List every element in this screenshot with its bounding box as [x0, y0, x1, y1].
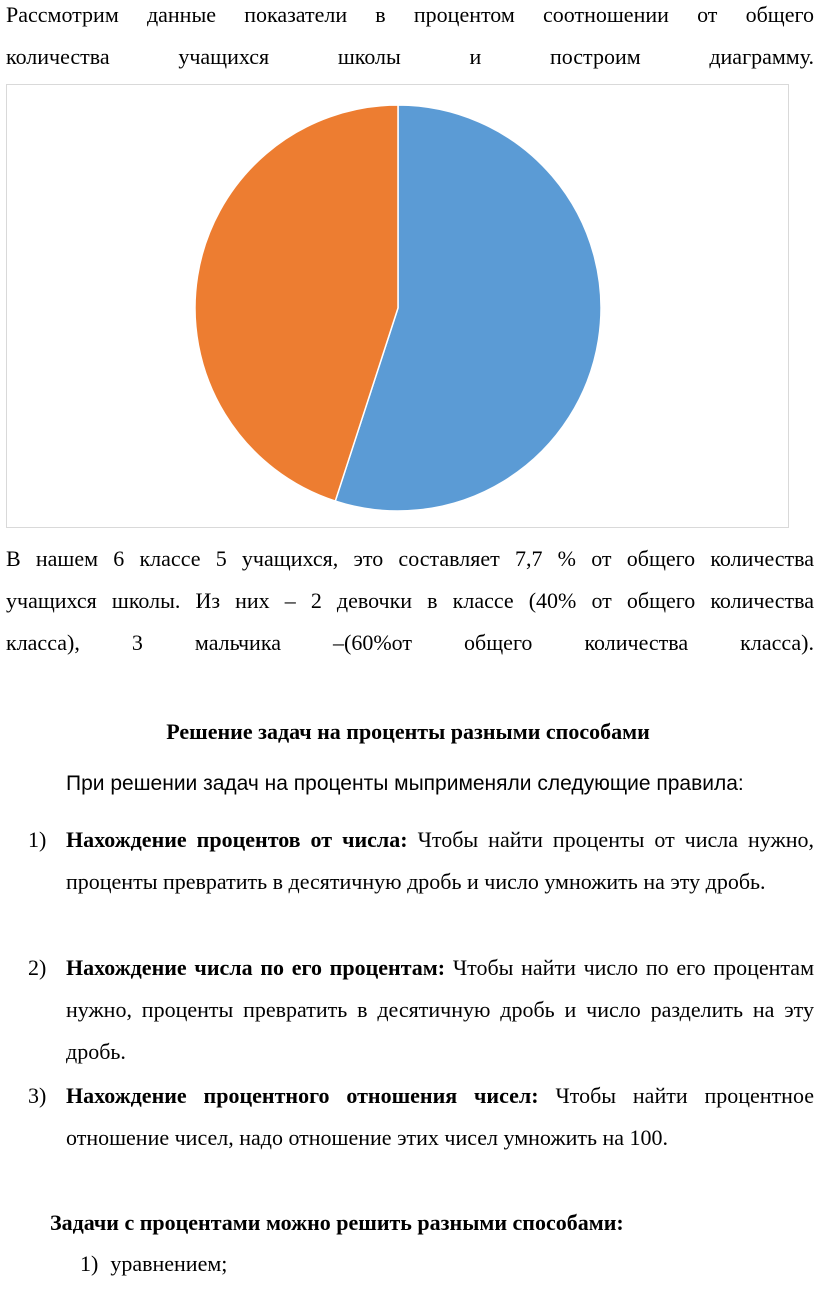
- rules-intro: При решении задач на проценты мыприменяли следующие правила:: [66, 772, 744, 795]
- intro-line-2: количества учащихся школы и построим диаграмму.: [6, 44, 814, 69]
- method-item: [80, 1244, 227, 1284]
- method-number: 1): [80, 1251, 99, 1276]
- rule-text: Чтобы найти число по его процентам нужно, проценты превратить в десятичную дробь и число разделить на эту дробь.: [66, 955, 814, 1064]
- rule-number: 3): [28, 1083, 47, 1108]
- class-line-3: класса), 3 мальчика –(60%от общего количества класса).: [6, 630, 814, 655]
- rule-number: 2): [28, 955, 47, 980]
- rule-item: [28, 1075, 814, 1159]
- rule-item: [28, 947, 814, 1073]
- class-paragraph: [6, 538, 814, 664]
- rule-title: Нахождение процентного отношения чисел:: [66, 1083, 539, 1108]
- pie-chart: [6, 84, 789, 528]
- intro-paragraph: [6, 0, 814, 78]
- class-line-1: В нашем 6 классе 5 учащихся, это составляет 7,7 % от общего количества: [6, 546, 814, 571]
- rule-item: [28, 819, 814, 903]
- rule-number: 1): [28, 827, 47, 852]
- class-line-2: учащихся школы. Из них – 2 девочки в классе (40% от общего количества: [6, 588, 814, 613]
- rule-title: Нахождение процентов от числа:: [66, 827, 408, 852]
- pie-chart-canvas: [7, 85, 790, 529]
- rule-text: Чтобы найти процентное отношение чисел, надо отношение этих чисел умножить на 100.: [66, 1083, 814, 1150]
- intro-line-1: Рассмотрим данные показатели в процентом соотношении от общего: [6, 2, 814, 27]
- method-text: уравнением;: [110, 1251, 228, 1276]
- methods-title: Задачи с процентами можно решить разными способами:: [50, 1210, 624, 1235]
- section-heading: Решение задач на проценты разными способами: [166, 719, 650, 744]
- rule-title: Нахождение числа по его процентам:: [66, 955, 446, 980]
- rule-text: Чтобы найти проценты от числа нужно, проценты превратить в десятичную дробь и число умножить на эту дробь.: [66, 827, 814, 894]
